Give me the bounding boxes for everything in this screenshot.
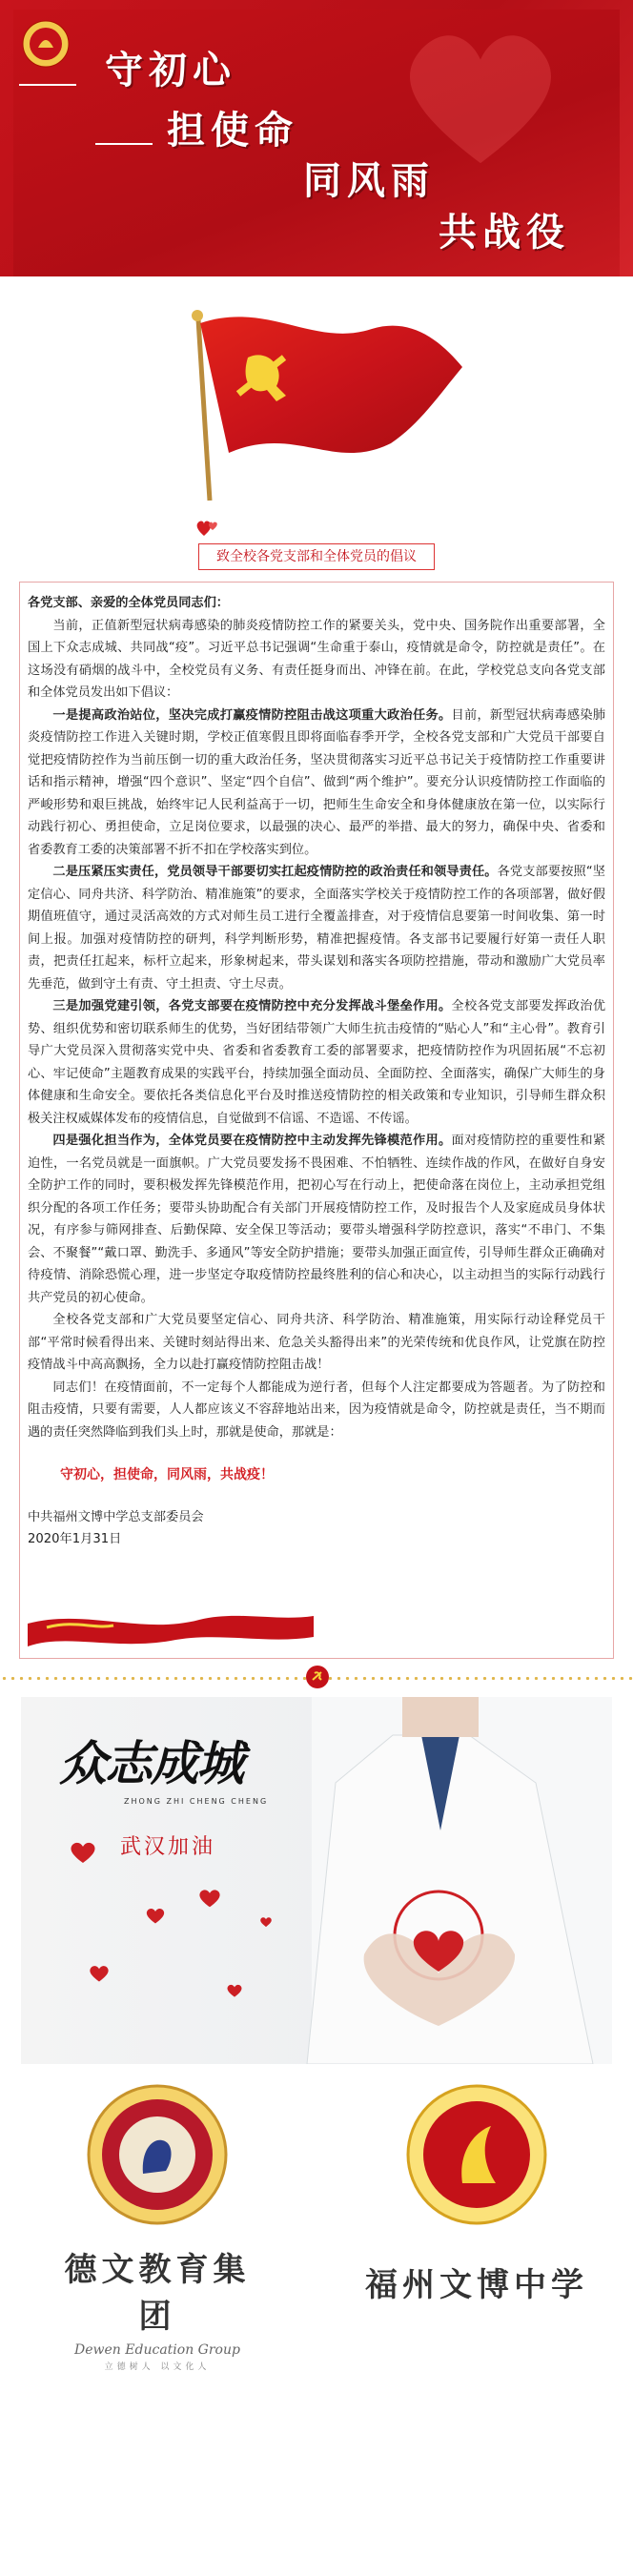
banner-line-4: 共战役: [439, 211, 570, 255]
letter-salutation: 各党支部、亲爱的全体党员同志们：: [28, 596, 229, 610]
paragraph-body: 目前，新型冠状病毒感染肺炎疫情防控工作进入关键时期，学校正值寒假且即将面临春季开学，全校各党支部和广大党员干部要自觉把疫情防控作为当前压倒一切的重大政治任务，坚决贯彻落实习近平总书记关于疫情防控工作重要讲话和指示精神，增强“四个意识”、坚定“四个自信”、做到“两个维护”。要充分认识疫情防控工作面临的严峻形势和艰巨挑战，始终牢记人民利益高于一切，把师生生命安全和身体健康放在第一位，以实际行动践行初心、勇担使命，立足岗位要求，以最强的决心、最严的举措、最大的努力，确保中央、省委和省委教育工委的决策部署不折不扣在学校落实到位。: [28, 707, 606, 857]
heart-icon: [145, 1907, 166, 1925]
letter-paragraph-closing: 全校各党支部和广大党员要坚定信心、同舟共济、科学防治、精准施策，用实际行动诠释党员干部“平常时候看得出来、关键时刻站得出来、危急关头豁得出来”的光荣传统和优良作风，让党旗在防控疫情战斗中高高飘扬，全力以赴打赢疫情防控阻击战！: [28, 1313, 605, 1372]
calligraphy-pinyin: ZHONG ZHI CHENG CHENG: [124, 1796, 269, 1806]
wenbo-emblem-icon: [405, 2083, 548, 2226]
paragraph-heading: 二是压紧压实责任，党员领导干部要切实扛起疫情防控的政治责任和领导责任。: [52, 865, 498, 879]
banner-line-1: 守初心: [105, 49, 236, 92]
heart-icon: [226, 1983, 243, 1998]
letter-paragraph-2: [28, 861, 605, 995]
letter-paragraph-3: [28, 995, 605, 1130]
wenbo-school-logo: [362, 2083, 591, 2305]
party-emblem-icon: [305, 1665, 330, 1689]
group-motto: 立德树人 以文化人: [104, 2361, 211, 2372]
ribbon-flag-icon: [28, 1603, 314, 1646]
signature-date: 2020年1月31日: [28, 1532, 122, 1546]
letter-title: 致全校各党支部和全体党员的倡议: [198, 543, 435, 570]
signature-organization: 中共福州文博中学总支部委员会: [28, 1509, 204, 1524]
gold-divider: [0, 1659, 633, 1697]
heart-icon: [88, 1964, 111, 1983]
dewen-emblem-icon: [86, 2083, 229, 2226]
school-name: 福州文博中学: [365, 2265, 588, 2304]
heart-decoration-icon: [395, 19, 566, 172]
slogan-call: 守初心，担使命，同风雨，共战疫！: [60, 1467, 274, 1482]
paragraph-body: 全校各党支部要发挥政治优势、组织优势和密切联系师生的优势，当好团结带领广大师生抗击疫情的“贴心人”和“主心骨”。教育引导广大党员深入贯彻落实党中央、省委和省委教育工委的部署要求，把疫情防控作为巩固拓展“不忘初心、牢记使命”主题教育成果的实践平台，持续加强全面动员、全面防控、全面落实，确保广大师生的身体健康和生命安全。要依托各类信息化平台及时推送疫情防控的相关政策和专业知识，引导师生群众积极关注权威媒体发布的疫情信息，自觉做到不信谣、不造谣、不传谣。: [28, 999, 606, 1126]
letter-title-area: [0, 515, 633, 582]
paragraph-heading: 四是强化担当作为，全体党员要在疫情防控中主动发挥先锋模范作用。: [52, 1134, 452, 1148]
heart-icon: [259, 1916, 273, 1928]
letter-paragraph-4: [28, 1130, 605, 1309]
school-logos: [0, 2064, 633, 2372]
banner-line-3: 同风雨: [303, 159, 435, 203]
heart-icon: [69, 1840, 97, 1865]
dewen-group-logo: [48, 2083, 267, 2372]
calligraphy-slogan: 众志成城: [59, 1734, 242, 1791]
party-flag-icon: [133, 291, 477, 505]
heart-icon: [197, 1888, 222, 1909]
decor-line: [19, 84, 76, 86]
doctor-hero-image: [21, 1697, 612, 2064]
decor-line: [95, 143, 153, 145]
paragraph-body: 各党支部要按照“坚定信心、同舟共济、科学防治、精准施策”的要求，全面落实学校关于疫情防控工作的各项部署，做好假期值班值守，通过灵活高效的方式对师生员工进行全覆盖排查，对于疫情信息要第一时间收集、第一时间上报。加强对疫情防控的研判，科学判断形势，精准把握疫情。各支部书记要履行好第一责任人职责，把责任扛起来，标杆立起来，形象树起来，带头谋划和落实各项防控措施，带动和激励广大党员率先垂范，做到守土有责、守土担责、守土尽责。: [28, 865, 605, 992]
letter-footer: [28, 1551, 605, 1646]
paragraph-heading: 一是提高政治站位，坚决完成打赢疫情防控阻击战这项重大政治任务。: [52, 707, 452, 723]
letter-paragraph-intro: 当前，正值新型冠状病毒感染的肺炎疫情防控工作的紧要关头，党中央、国务院作出重要部署，全国上下众志成城、共同战“疫”。习近平总书记强调“生命重于泰山，疫情就是命令，防控就是责任”。在这场没有硝烟的战斗中，全校党员有义务、有责任挺身而出、冲锋在前。在此，学校党总支向各党支部和全体党员发出如下倡议：: [28, 618, 605, 700]
header-banner: [0, 0, 633, 276]
proposal-letter: [19, 582, 614, 1659]
letter-paragraph-1: [28, 705, 605, 862]
paragraph-body: 面对疫情防控的重要性和紧迫性，一名党员就是一面旗帜。广大党员要发扬不畏困难、不怕牺牲、连续作战的作风，在做好自身安全防护工作的同时，要积极发挥先锋模范作用，把初心写在行动上，把使命落在岗位上，主动承担党组织分配的各项工作任务；要带头协助配合有关部门开展疫情防控工作，及时报告个人及家庭成员身体状况，有序参与筛网排查、后勤保障、安全保卫等活动；要带头增强科学防控意识，落实“不串门、不集会、不聚餐”“戴口罩、勤洗手、多通风”等安全防护措施；要带头加强正面宣传，引导师生群众正确确对待疫情、消除恐慌心理，进一步坚定夺取疫情防控最终胜利的信心和决心，以主动担当的实际行动践行共产党员的初心使命。: [28, 1134, 606, 1305]
group-name-english: Dewen Education Group: [74, 2341, 240, 2358]
letter-paragraph-call: 同志们！在疫情面前，不一定每个人都能成为逆行者，但每个人注定都要成为答题者。为了防控和阻击疫情，只要有需要，人人都应该义不容辞地站出来，因为疫情就是命令，防控就是责任，当不期而遇的责任突然降临到我们头上时，那就是使命，那就是：: [28, 1380, 605, 1440]
party-flag-area: [0, 276, 633, 515]
banner-line-2: 担使命: [167, 109, 298, 153]
paragraph-heading: 三是加强党建引领，各党支部要在疫情防控中充分发挥战斗堡垒作用。: [52, 999, 452, 1013]
small-hearts-icon: [195, 517, 220, 540]
school-emblem-icon: [21, 19, 71, 69]
hero-subtitle: 武汉加油: [120, 1834, 216, 1859]
group-name: 德文教育集团: [64, 2250, 251, 2336]
